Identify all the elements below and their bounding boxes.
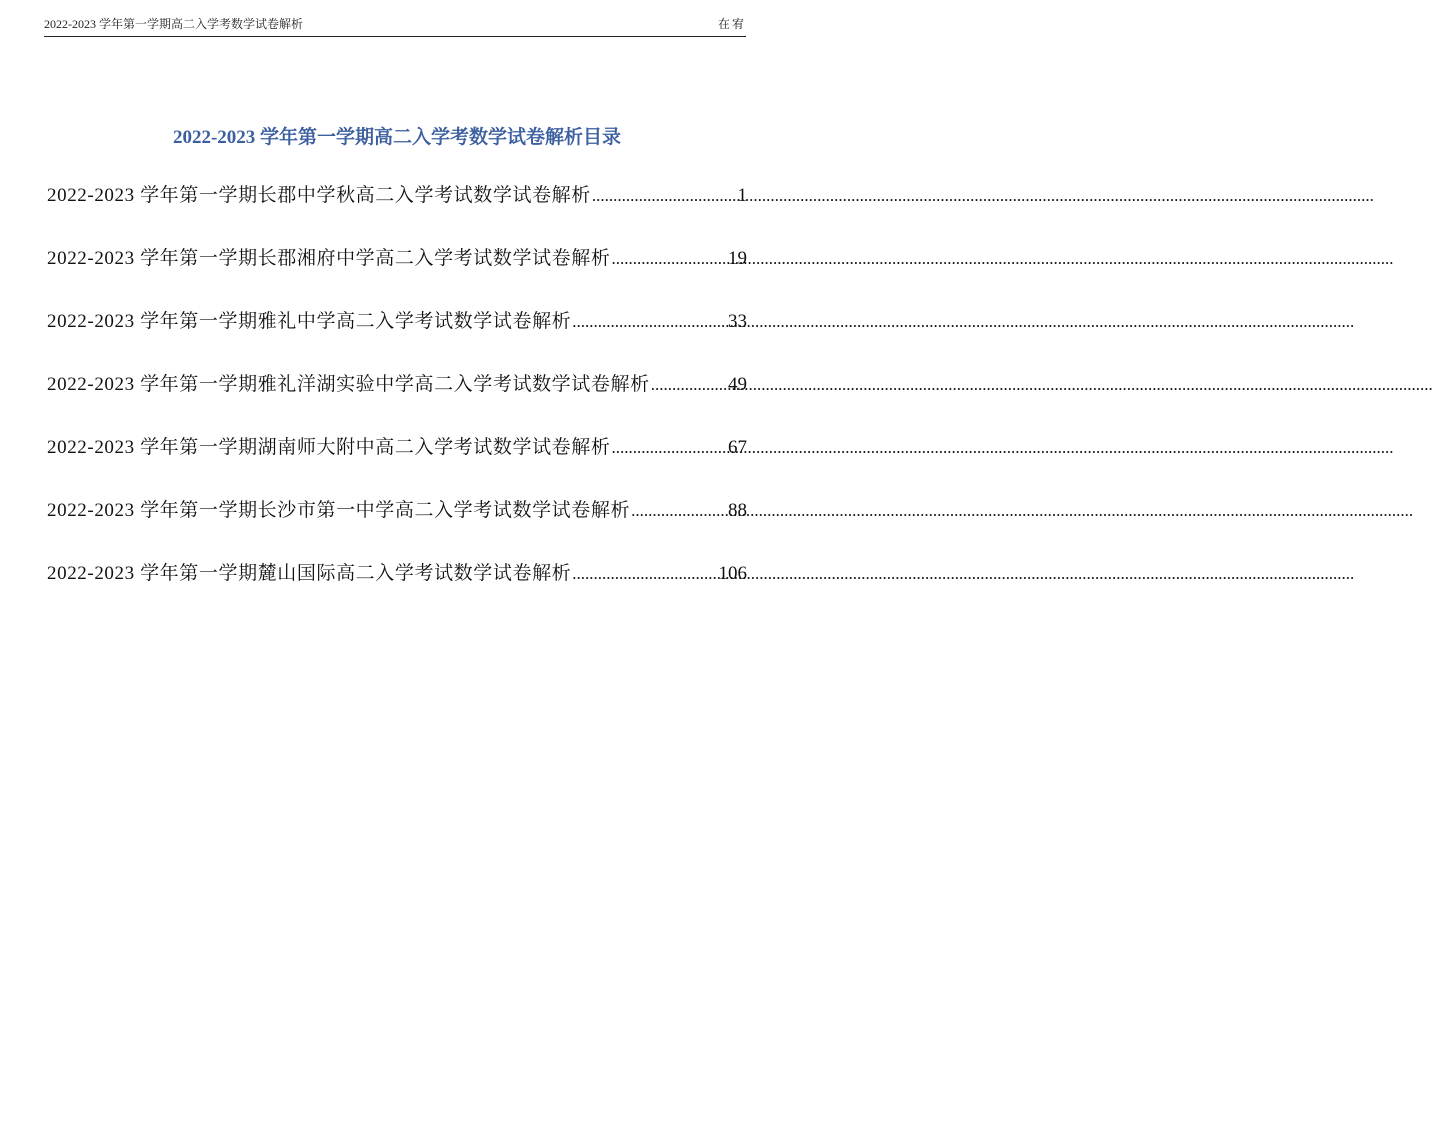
- toc-dot-leader: [651, 372, 727, 398]
- toc-entry-page: 19: [728, 248, 747, 269]
- toc-list: [47, 183, 747, 624]
- toc-entry[interactable]: [47, 498, 747, 561]
- toc-entry-page: 106: [718, 563, 747, 584]
- toc-entry[interactable]: [47, 246, 747, 309]
- toc-entry[interactable]: [47, 372, 747, 435]
- toc-entry-title: 2022-2023 学年第一学期长沙市第一中学高二入学考试数学试卷解析: [47, 500, 631, 521]
- header-title: 2022-2023 学年第一学期高二入学考数学试卷解析: [44, 17, 303, 31]
- toc-dot-leader: [611, 246, 727, 272]
- toc-dot-leader: [611, 435, 727, 461]
- toc-entry-title: 2022-2023 学年第一学期麓山国际高二入学考试数学试卷解析: [47, 563, 572, 584]
- header-author: 在宥: [717, 17, 746, 31]
- toc-entry-title: 2022-2023 学年第一学期长郡湘府中学高二入学考试数学试卷解析: [47, 248, 611, 269]
- toc-dot-leader: [572, 309, 727, 335]
- toc-entry[interactable]: [47, 561, 747, 624]
- toc-entry-title: 2022-2023 学年第一学期雅礼洋湖实验中学高二入学考试数学试卷解析: [47, 374, 650, 395]
- toc-entry-page: 33: [728, 311, 747, 332]
- toc-dot-leader: [592, 183, 737, 209]
- toc-entry-title: 2022-2023 学年第一学期长郡中学秋高二入学考试数学试卷解析: [47, 185, 591, 206]
- toc-title: 2022-2023 学年第一学期高二入学考数学试卷解析目录: [172, 127, 622, 148]
- toc-entry-page: 1: [737, 185, 747, 206]
- toc-dot-leader: [572, 561, 717, 587]
- toc-entry[interactable]: [47, 183, 747, 246]
- toc-dot-leader: [631, 498, 727, 524]
- toc-entry-title: 2022-2023 学年第一学期雅礼中学高二入学考试数学试卷解析: [47, 311, 572, 332]
- toc-entry-title: 2022-2023 学年第一学期湖南师大附中高二入学考试数学试卷解析: [47, 437, 611, 458]
- toc-entry[interactable]: [47, 435, 747, 498]
- running-header: [44, 14, 746, 37]
- toc-entry-page: 49: [728, 374, 747, 395]
- toc-entry[interactable]: [47, 309, 747, 372]
- toc-entry-page: 67: [728, 437, 747, 458]
- toc-entry-page: 88: [728, 500, 747, 521]
